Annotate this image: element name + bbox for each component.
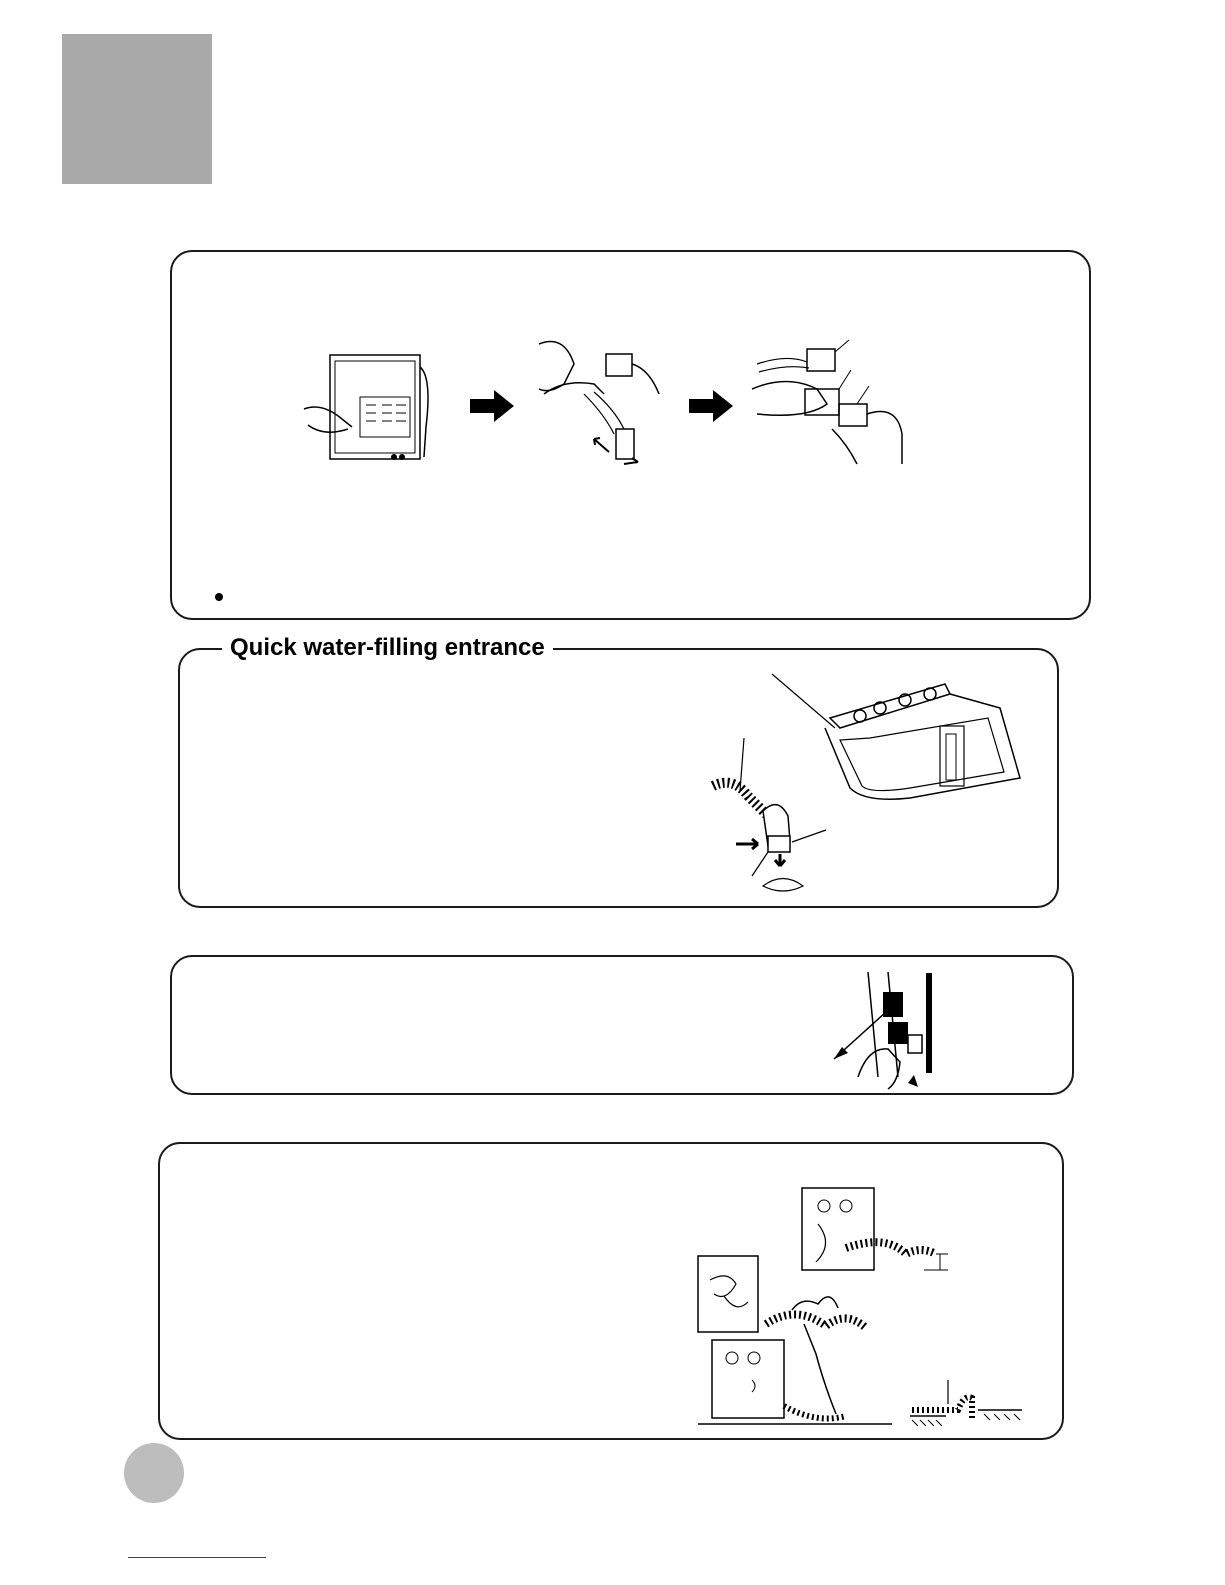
connector-insert-illustration [747,334,907,469]
connector-panel [170,250,1091,620]
hose-clip-illustration [708,736,833,896]
arrow-right-icon [470,390,514,422]
drain-hose-cartoon-illustration [696,1184,1026,1439]
connector-hands-illustration [534,334,664,469]
plug-removal-illustration [828,967,948,1092]
chapter-tab-block [62,34,212,184]
arrow-right-icon [689,390,733,422]
water-filling-panel [178,634,1059,908]
back-panel-illustration [302,347,442,467]
bullet-point [215,593,223,601]
section-title: Quick water-filling entrance [222,634,553,662]
page-number-badge [124,1443,184,1503]
footer-rule [128,1557,266,1558]
plug-panel [170,955,1074,1095]
drain-hose-panel [158,1142,1064,1440]
